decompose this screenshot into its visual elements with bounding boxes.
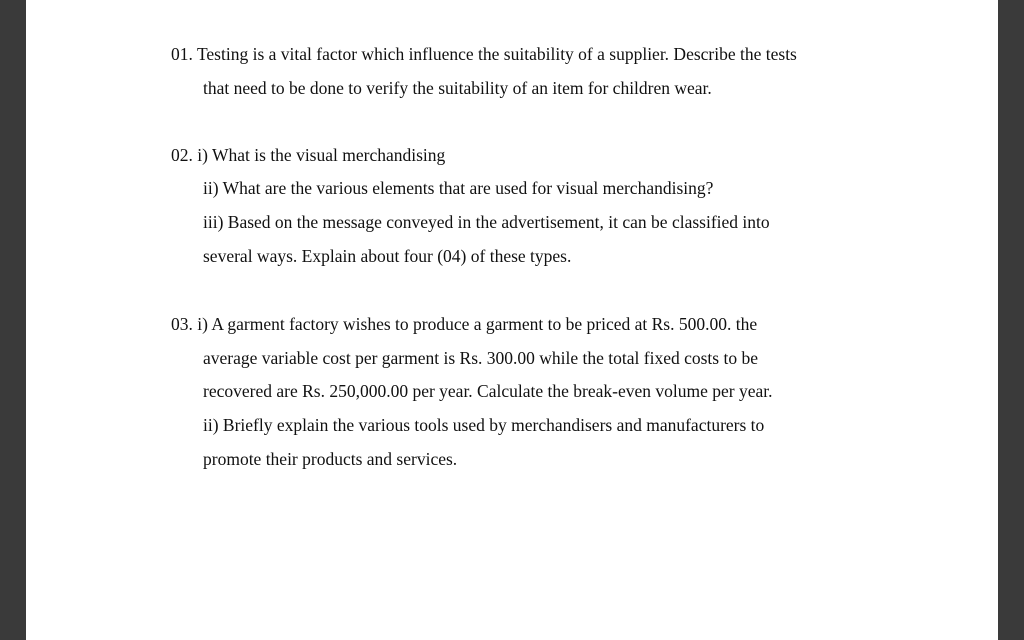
question-text: i) What is the visual merchandising — [197, 144, 446, 165]
question-line: promote their products and services. — [203, 448, 458, 469]
question-line: average variable cost per garment is Rs. 300.00 while the total fixed costs to be — [203, 347, 758, 368]
document-page — [26, 0, 998, 640]
question-text: i) A garment factory wishes to produce a garment to be priced at Rs. 500.00. the — [197, 313, 758, 334]
question-number: 02. — [171, 144, 193, 165]
question-03 — [171, 308, 931, 477]
page-content — [171, 38, 931, 477]
question-line: several ways. Explain about four (04) of these types. — [203, 245, 572, 266]
question-line: ii) What are the various elements that are used for visual merchandising? — [203, 178, 714, 199]
question-text: Testing is a vital factor which influence the suitability of a supplier. Describe the tests — [196, 44, 797, 64]
question-line: iii) Based on the message conveyed in the advertisement, it can be classified into — [203, 212, 770, 233]
question-02 — [171, 139, 931, 274]
question-line — [171, 308, 931, 342]
question-line — [171, 139, 931, 173]
question-01 — [171, 38, 931, 106]
question-number: 03. — [171, 313, 193, 334]
question-number: 01. — [171, 44, 193, 64]
question-line: that need to be done to verify the suitability of an item for children wear. — [203, 77, 712, 98]
question-line: recovered are Rs. 250,000.00 per year. Calculate the break-even volume per year. — [203, 381, 773, 402]
question-line — [171, 38, 931, 72]
question-line: ii) Briefly explain the various tools used by merchandisers and manufacturers to — [203, 415, 765, 436]
